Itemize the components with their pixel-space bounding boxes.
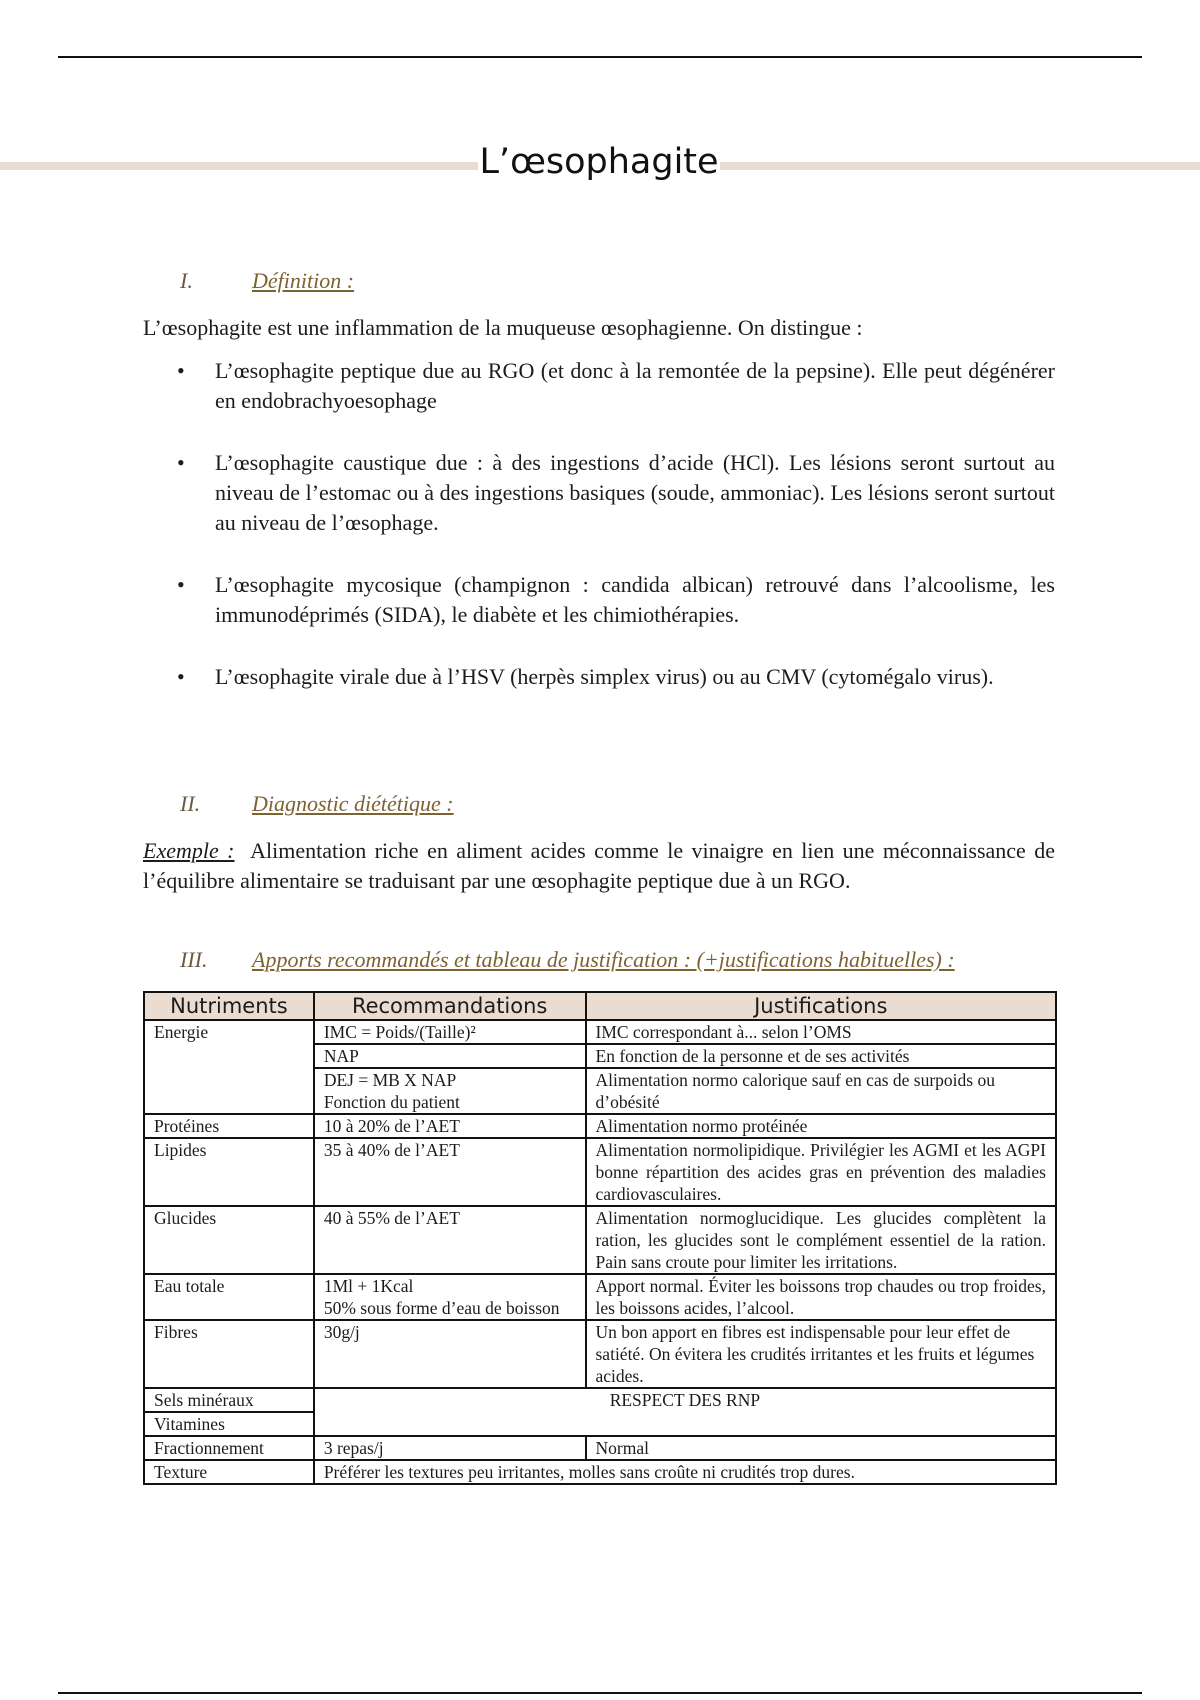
justification-cell: Normal xyxy=(586,1436,1057,1460)
title-decoration-right xyxy=(720,162,1200,170)
table-row xyxy=(144,1114,1056,1138)
texture-cell: Préférer les textures peu irritantes, molles sans croûte ni crudités trop dures. xyxy=(314,1460,1056,1484)
recommendation-line: DEJ = MB X NAP xyxy=(323,1070,457,1090)
section-title: Définition : xyxy=(252,268,355,293)
recommendation-cell: 3 repas/j xyxy=(314,1436,586,1460)
section-number: II. xyxy=(180,791,201,816)
example-paragraph xyxy=(143,836,1055,896)
table-row xyxy=(144,1206,1056,1274)
justification-cell: Alimentation normolipidique. Privilégier les AGMI et les AGPI bonne répartition des acides gras en prévention des maladies cardiovasculaires. xyxy=(586,1138,1057,1206)
section-number: I. xyxy=(180,268,193,293)
table-row xyxy=(144,1460,1056,1484)
nutrient-cell: Fibres xyxy=(144,1320,314,1388)
recommendation-cell xyxy=(314,1068,586,1114)
esophagitis-types-list xyxy=(143,356,1055,724)
rnp-cell: RESPECT DES RNP xyxy=(314,1388,1056,1436)
recommendation-cell: NAP xyxy=(314,1044,586,1068)
column-header: Nutriments xyxy=(144,992,314,1020)
bottom-rule xyxy=(58,1692,1142,1694)
nutrient-cell: Energie xyxy=(144,1020,314,1114)
table-row xyxy=(144,1320,1056,1388)
nutrient-cell: Protéines xyxy=(144,1114,314,1138)
justification-cell: Alimentation normoglucidique. Les glucides complètent la ration, les glucides sont le complément essentiel de la ration. Pain sans croute pour limiter les irritations. xyxy=(586,1206,1057,1274)
justification-cell: Alimentation normo calorique sauf en cas de surpoids ou d’obésité xyxy=(586,1068,1057,1114)
recommendation-line: 50% sous forme d’eau de boisson xyxy=(323,1298,560,1318)
justification-cell: Apport normal. Éviter les boissons trop chaudes ou trop froides, les boissons acides, l’alcool. xyxy=(586,1274,1057,1320)
justification-table xyxy=(143,991,1057,1485)
nutrient-cell: Glucides xyxy=(144,1206,314,1274)
section-title: Diagnostic diététique : xyxy=(252,791,454,816)
recommendation-cell: 10 à 20% de l’AET xyxy=(314,1114,586,1138)
recommendation-line: Fonction du patient xyxy=(323,1092,460,1112)
justification-cell: IMC correspondant à... selon l’OMS xyxy=(586,1020,1057,1044)
table-row xyxy=(144,1436,1056,1460)
justification-cell: En fonction de la personne et de ses activités xyxy=(586,1044,1057,1068)
list-item: • L’œsophagite peptique due au RGO (et donc à la remontée de la pepsine). Elle peut dégénérer en endobrachyoesophage xyxy=(143,356,1055,416)
section-heading-apports xyxy=(180,946,955,974)
justification-cell: Un bon apport en fibres est indispensable pour leur effet de satiété. On évitera les crudités irritantes et les fruits et légumes acides. xyxy=(586,1320,1057,1388)
table-row xyxy=(144,1388,1056,1412)
recommendation-cell: 35 à 40% de l’AET xyxy=(314,1138,586,1206)
table-row xyxy=(144,1020,1056,1044)
nutrient-cell: Lipides xyxy=(144,1138,314,1206)
definition-intro: L’œsophagite est une inflammation de la muqueuse œsophagienne. On distingue : xyxy=(143,315,863,340)
nutrient-cell: Vitamines xyxy=(144,1412,314,1436)
title-decoration-left xyxy=(0,162,478,170)
table-header-row xyxy=(144,992,1056,1020)
nutrient-cell: Sels minéraux xyxy=(144,1388,314,1412)
justification-cell: Alimentation normo protéinée xyxy=(586,1114,1057,1138)
top-rule xyxy=(58,56,1142,58)
nutrient-cell: Eau totale xyxy=(144,1274,314,1320)
example-label: Exemple : xyxy=(143,838,235,863)
table-row xyxy=(144,1274,1056,1320)
column-header: Recommandations xyxy=(314,992,586,1020)
list-item: • L’œsophagite mycosique (champignon : candida albican) retrouvé dans l’alcoolisme, les immunodéprimés (SIDA), le diabète et les chimiothérapies. xyxy=(143,570,1055,630)
example-text: Alimentation riche en aliment acides comme le vinaigre en lien une méconnaissance de l’équilibre alimentaire se traduisant par une œsophagite peptique due à un RGO. xyxy=(143,838,1056,893)
nutrient-cell: Texture xyxy=(144,1460,314,1484)
section-heading-definition xyxy=(180,267,354,295)
table-row xyxy=(144,1138,1056,1206)
nutrient-cell: Fractionnement xyxy=(144,1436,314,1460)
page-title: L’œsophagite xyxy=(479,142,719,182)
list-item: • L’œsophagite caustique due : à des ingestions d’acide (HCl). Les lésions seront surtout au niveau de l’estomac ou à des ingestions basiques (soude, ammoniac). Les lésions seront surtout au niveau de l’œsophage. xyxy=(143,448,1055,538)
title-band xyxy=(0,140,1200,190)
section-heading-diagnostic xyxy=(180,790,454,818)
recommendation-line: 1Ml + 1Kcal xyxy=(323,1276,414,1296)
recommendation-cell: 30g/j xyxy=(314,1320,586,1388)
list-item: • L’œsophagite virale due à l’HSV (herpès simplex virus) ou au CMV (cytomégalo virus). xyxy=(143,662,1055,692)
section-number: III. xyxy=(180,947,208,972)
recommendation-cell: 40 à 55% de l’AET xyxy=(314,1206,586,1274)
section-title: Apports recommandés et tableau de justification : (+justifications habituelles) : xyxy=(252,947,955,972)
column-header: Justifications xyxy=(586,992,1057,1020)
recommendation-cell xyxy=(314,1274,586,1320)
recommendation-cell: IMC = Poids/(Taille)² xyxy=(314,1020,586,1044)
